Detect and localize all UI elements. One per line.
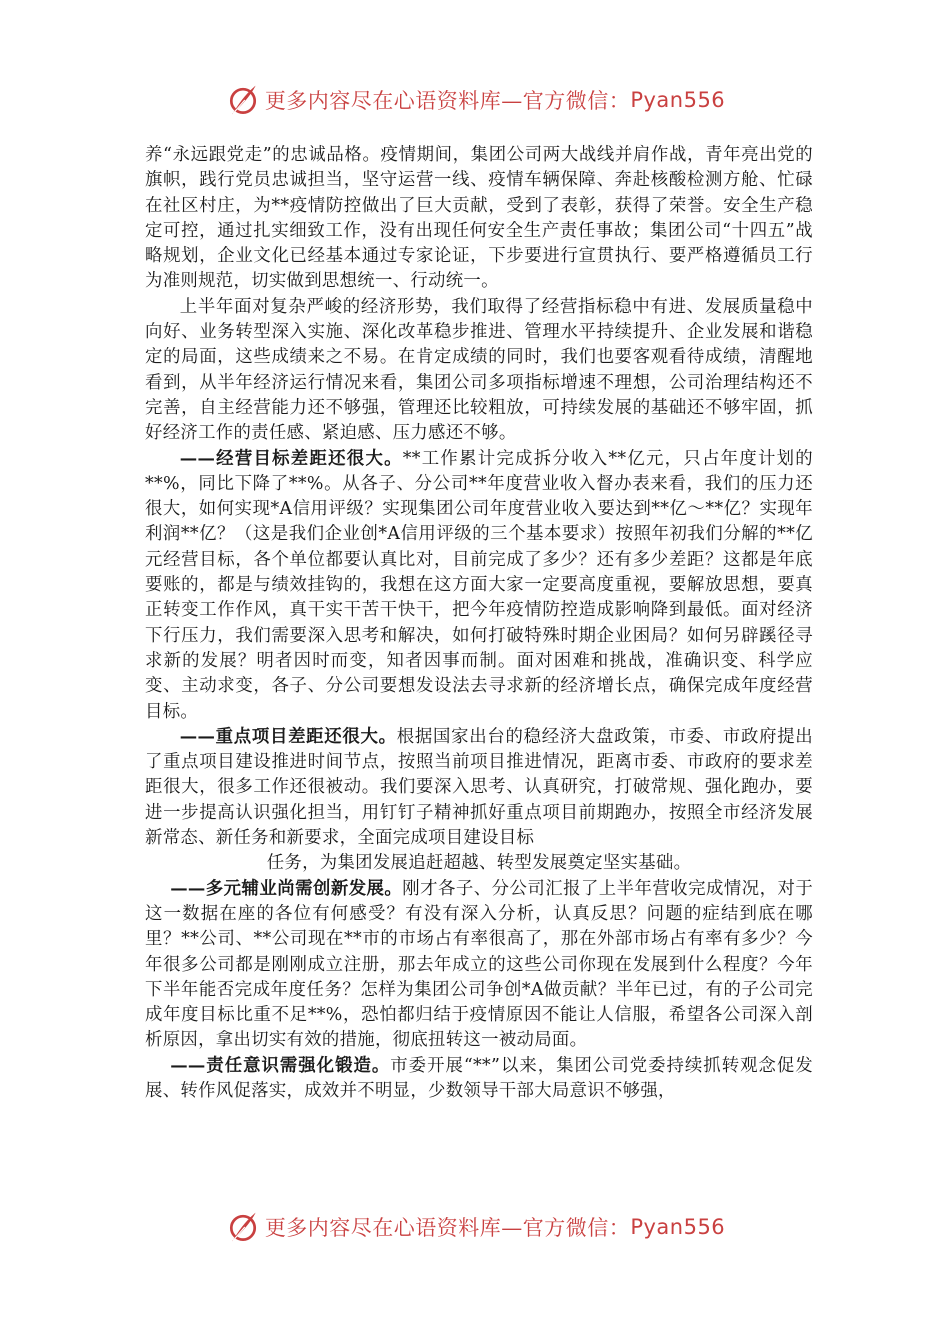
paragraph-3-heading: ——经营目标差距还很大。: [179, 448, 403, 469]
paragraph-4-tail: [145, 851, 813, 876]
header-banner: [0, 80, 950, 120]
paragraph-4-tail-text: 任务，为集团发展追赶超越、转型发展奠定坚实基础。: [266, 853, 692, 874]
quill-logo-icon: [225, 1209, 261, 1245]
paragraph-5: [145, 877, 813, 1054]
header-wechat-id: Pyan556: [630, 88, 726, 112]
paragraph-2: [145, 295, 813, 447]
paragraph-6-text: 市委开展“**”以来，集团公司党委持续抓转观念促发展、转作风促落实，成效并不明显，少数领导干部大局意识不够强，: [145, 1055, 813, 1101]
footer-wechat-id: Pyan556: [630, 1215, 726, 1239]
paragraph-4: [145, 725, 813, 851]
paragraph-1-text: 养“永远跟党走”的忠诚品格。疫情期间，集团公司两大战线并肩作战，青年亮出党的旗帜，践行党员忠诚担当，坚守运营一线、疫情车辆保障、奔赴核酸检测方舱、忙碌在社区村庄，为**疫情防控做出了巨大贡献，受到了表彰，获得了荣誉。安全生产稳定可控，通过扎实细致工作，没有出现任何安全生产责任事故；集团公司“十四五”战略规划，企业文化已经基本通过专家论证，下步要进行宣贯执行、要严格遵循员工行为准则规范，切实做到思想统一、行动统一。: [145, 145, 813, 292]
document-body: [145, 143, 813, 1104]
paragraph-4-heading: ——重点项目差距还很大。: [179, 726, 397, 747]
paragraph-2-text: 上半年面对复杂严峻的经济形势，我们取得了经营指标稳中有进、发展质量稳中向好、业务转型深入实施、深化改革稳步推进、管理水平持续提升、企业发展和谐稳定的局面，这些成绩来之不易。在肯定成绩的同时，我们也要客观看待成绩，清醒地看到，从半年经济运行情况来看，集团公司多项指标增速不理想，公司治理结构还不完善，自主经营能力还不够强，管理还比较粗放，可持续发展的基础还不够牢固，抓好经济工作的责任感、紧迫感、压力感还不够。: [145, 296, 813, 444]
paragraph-6-heading: ——责任意识需强化锻造。: [170, 1055, 391, 1076]
quill-logo-icon: [225, 82, 261, 118]
paragraph-1: [145, 143, 813, 295]
paragraph-4-text: 根据国家出台的稳经济大盘政策，市委、市政府提出了重点项目建设推进时间节点，按照当前项目推进情况，距离市委、市政府的要求差距很大，很多工作还很被动。我们要深入思考、认真研究，打破常规、强化跑办，要进一步提高认识强化担当，用钉钉子精神抓好重点项目前期跑办，按照全市经济发展新常态、新任务和新要求，全面完成项目建设目标: [145, 726, 813, 849]
paragraph-5-text: 刚才各子、分公司汇报了上半年营收完成情况，对于这一数据在座的各位有何感受？有没有深入分析，认真反思？问题的症结到底在哪里？**公司、**公司现在**市的市场占有率很高了，那在外部市场占有率有多少？今年很多公司都是刚刚成立注册，那去年成立的这些公司你现在发展到什么程度？今年下半年能否完成年度任务？怎样为集团公司争创*A做贡献？半年已过，有的子公司完成年度目标比重不足**%，恐怕都归结于疫情原因不能让人信服，希望各公司深入剖析原因，拿出切实有效的措施，彻底扭转这一被动局面。: [145, 878, 814, 1051]
footer-banner-text: 更多内容尽在心语资料库—官方微信：: [264, 1216, 631, 1240]
footer-banner: [0, 1207, 950, 1247]
paragraph-3-text: **工作累计完成拆分收入**亿元，只占年度计划的**%，同比下降了**%。从各子、分公司**年度营业收入督办表来看，我们的压力还很大，如何实现*A信用评级？实现集团公司年度营业收入要达到**亿～**亿？实现年利润**亿？（这是我们企业创*A信用评级的三个基本要求）按照年初我们分解的**亿元经营目标，各个单位都要认真比对，目前完成了多少？还有多少差距？这都是年底要账的，都是与绩效挂钩的，我想在这方面大家一定要高度重视，要解放思想，要真正转变工作作风，真干实干苦干快干，把今年疫情防控造成影响降到最低。面对经济下行压力，我们需要深入思考和解决，如何打破特殊时期企业困局？如何另辟蹊径寻求新的发展？明者因时而变，知者因事而制。面对困难和挑战，准确识变、科学应变、主动求变，各子、分公司要想发设法去寻求新的经济增长点，确保完成年度经营目标。: [145, 448, 813, 722]
paragraph-3: [145, 447, 813, 725]
paragraph-5-heading: ——多元辅业尚需创新发展。: [170, 878, 403, 899]
paragraph-6: [145, 1054, 813, 1105]
header-banner-text: 更多内容尽在心语资料库—官方微信：: [264, 89, 631, 113]
